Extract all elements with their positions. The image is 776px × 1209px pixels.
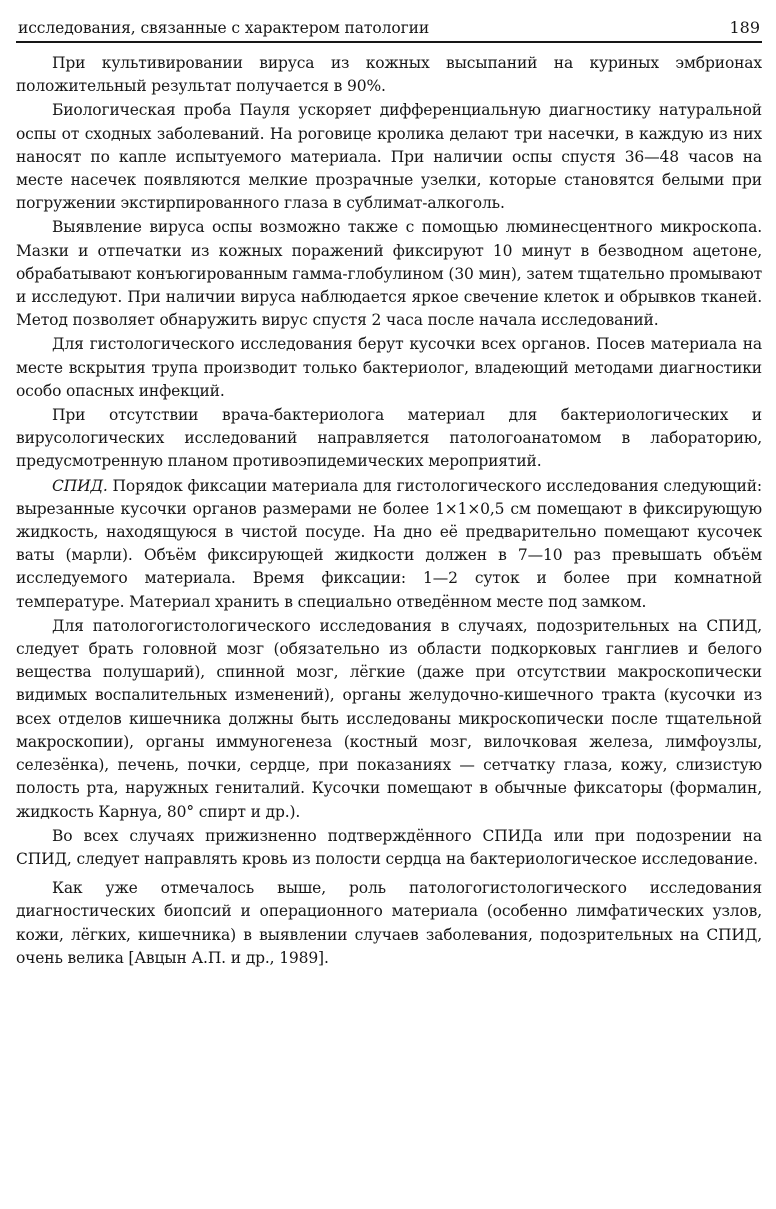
running-title: исследования, связанные с характером патологии [18,19,430,37]
paragraph-5: При отсутствии врача-бактериолога материал для бактериологических и вирусологических исследований направляется патологоанатомом в лабораторию, предусмотренную планом противоэпидемических мероприятий. [16,406,762,471]
paragraph-7: Для патологогистологического исследования в случаях, подозрительных на СПИД, следует брать головной мозг (обязательно из области подкорковых ганглиев и белого вещества полушарий), спинной мозг, лёгкие (даже при отсутствии макроскопически видимых воспалительных изменений), органы желудочно-кишечного тракта (кусочки из всех отделов кишечника должны быть исследованы микроскопически после тщательной макроскопии), органы иммуногенеза (костный мозг, вилочковая железа, лимфоузлы, селезёнка), печень, почки, сердце, при показаниях — сетчатку глаза, кожу, слизистую полость рта, наружных гениталий. Кусочки помещают в обычные фиксаторы (формалин, жидкость Карнуа, 80° спирт и др.). [16,616,762,821]
paragraph-1: При культивировании вируса из кожных высыпаний на куриных эмбрионах положительный результат получается в 90%. [16,54,762,96]
paragraph-3: Выявление вируса оспы возможно также с помощью люминесцентного микроскопа. Мазки и отпечатки из кожных поражений фиксируют 10 минут в безводном ацетоне, обрабатывают конъюгированным гамма-глобулином (30 мин), затем тщательно промывают и исследуют. При наличии вируса наблюдается яркое свечение клеток и обрывков тканей. Метод позволяет обнаружить вирус спустя 2 часа после начала исследований. [16,218,762,330]
section-lead-word: СПИД. [52,476,108,495]
paragraph-6: СПИД. Порядок фиксации материала для гистологического исследования следующий: вырезанные кусочки органов размерами не более 1×1×0,5 см помещают в фиксирующую жидкость, находящуюся в чистой посуде. На дно её предварительно помещают кусочек ваты (марли). Объём фиксирующей жидкости должен в 7—10 раз превышать объём исследуемого материала. Время фиксации: 1—2 суток и более при комнатной температуре. Материал хранить в специально отведённом месте под замком. [16,476,762,611]
paragraph-4: Для гистологического исследования берут кусочки всех органов. Посев материала на месте вскрытия трупа производит только бактериолог, владеющий методами диагностики особо опасных инфекций. [16,335,762,400]
page-body [16,52,762,970]
paragraph-9: Как уже отмечалось выше, роль патологогистологического исследования диагностических биопсий и операционного материала (особенно лимфатических узлов, кожи, лёгких, кишечника) в выявлении случаев заболевания, подозрительных на СПИД, очень велика [Авцын А.П. и др., 1989]. [16,879,762,967]
paragraph-8: Во всех случаях прижизненно подтверждённого СПИДа или при подозрении на СПИД, следует направлять кровь из полости сердца на бактериологическое исследование. [16,826,762,868]
paragraph-2: Биологическая проба Пауля ускоряет дифференциальную диагностику натуральной оспы от сходных заболеваний. На роговице кролика делают три насечки, в каждую из них наносят по капле испытуемого материала. При наличии оспы спустя 36—48 часов на месте насечек появляются мелкие прозрачные узелки, которые становятся белыми при погружении экстирпированного глаза в сублимат-алкоголь. [16,101,762,213]
running-header [16,18,762,43]
page-number: 189 [729,18,760,37]
